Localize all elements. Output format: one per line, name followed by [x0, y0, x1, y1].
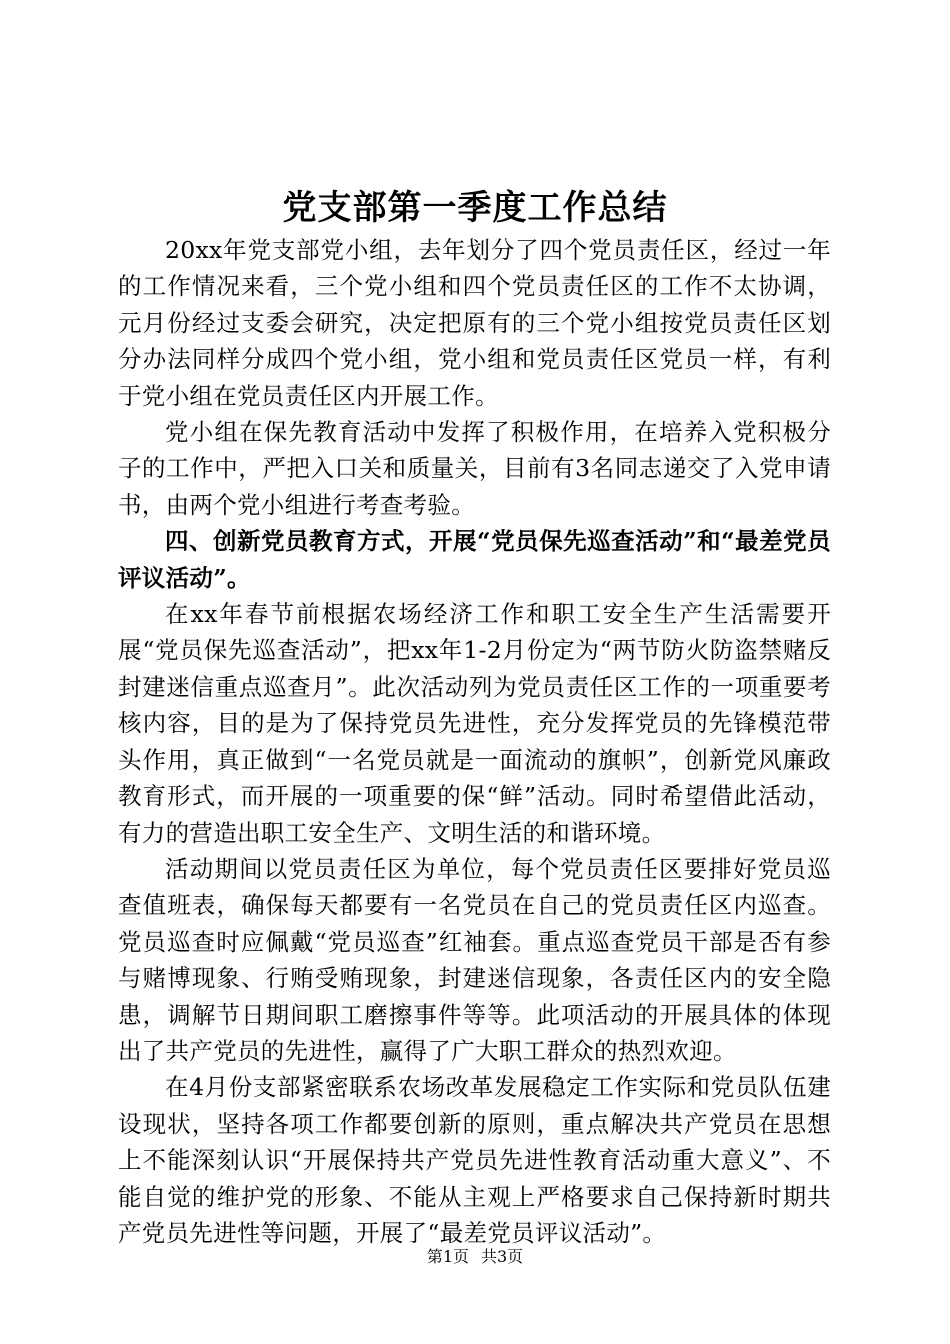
document-body [118, 232, 831, 1251]
page-total: 共3页 [481, 1247, 524, 1266]
paragraph-patrol-details: 活动期间以党员责任区为单位，每个党员责任区要排好党员巡查值班表，确保每天都要有一名党员在自己的党员责任区内巡查。党员巡查时应佩戴“党员巡查”红袖套。重点巡查党员干部是否有参与赌博现象、行贿受贿现象，封建迷信现象，各责任区内的安全隐患，调解节日期间职工磨擦事件等等。此项活动的开展具体的体现出了共产党员的先进性，赢得了广大职工群众的热烈欢迎。 [118, 854, 831, 1065]
section-heading-education-innovation: 四、创新党员教育方式，开展“党员保先巡查活动”和“最差党员评议活动”。 [118, 527, 831, 592]
paragraph-activist-training: 党小组在保先教育活动中发挥了积极作用，在培养入党积极分子的工作中，严把入口关和质量关，目前有3名同志递交了入党申请书，由两个党小组进行考查考验。 [118, 418, 831, 519]
paragraph-party-groups: 20xx年党支部党小组，去年划分了四个党员责任区，经过一年的工作情况来看，三个党小组和四个党员责任区的工作不太协调，元月份经过支委会研究，决定把原有的三个党小组按党员责任区划分办法同样分成四个党小组，党小组和党员责任区党员一样，有利于党小组在党员责任区内开展工作。 [118, 236, 831, 410]
document-title: 党支部第一季度工作总结 [282, 188, 668, 228]
paragraph-worst-member-review: 在4月份支部紧密联系农场改革发展稳定工作实际和党员队伍建设现状，坚持各项工作都要创新的原则，重点解决共产党员在思想上不能深刻认识“开展保持共产党员先进性教育活动重大意义”、不能自觉的维护党的形象、不能从主观上严格要求自己保持新时期共产党员先进性等问题，开展了“最差党员评议活动”。 [118, 1073, 831, 1247]
page-number: 第1页 [426, 1247, 469, 1266]
paragraph-patrol-activity: 在xx年春节前根据农场经济工作和职工安全生产生活需要开展“党员保先巡查活动”，把xx年1-2月份定为“两节防火防盗禁赌反封建迷信重点巡查月”。此次活动列为党员责任区工作的一项重要考核内容，目的是为了保持党员先进性，充分发挥党员的先锋模范带头作用，真正做到“一名党员就是一面流动的旗帜”，创新党风廉政教育形式，而开展的一项重要的保“鲜”活动。同时希望借此活动，有力的营造出职工安全生产、文明生活的和谐环境。 [118, 600, 831, 847]
page-footer [0, 1245, 950, 1269]
